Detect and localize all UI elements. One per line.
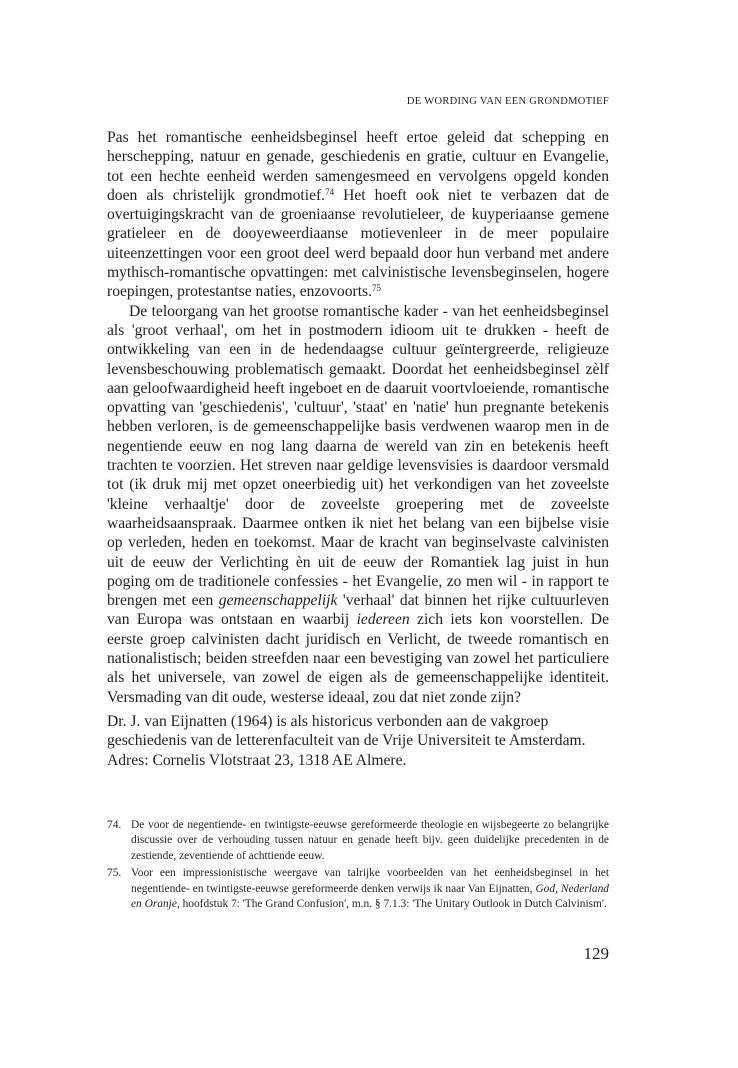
- footnote-number: 75.: [107, 867, 122, 880]
- author-bio: Dr. J. van Eijnatten (1964) is als historicus verbonden aan de vakgroep geschiedenis van de letterenfaculteit van de Vrije Universiteit te Amsterdam. Adres: Cornelis Vlotstraat 23, 1318 AE Almere.: [107, 713, 586, 769]
- paragraph-2-text-a: De teloorgang van het grootse romantische kader - van het eenheidsbeginsel als 'groot verhaal', om het in postmodern idioom uit te drukken - heeft de ontwikkeling van een in de hedendaagse cultuur geïntergreerde, religieuze levensbeschouwing problematisch gemaakt. Doordat het eenheidsbeginsel zèlf aan geloofwaardigheid heeft ingeboet en de daaruit voortvloeiende, romantische opvatting van 'geschiedenis', 'cultuur', 'staat' en 'natie' hun pregnante betekenis hebben verloren, is de gemeenschappelijke basis verdwenen waarop men in de negentiende eeuw en nog lang daarna de wereld van zin en betekenis heeft trachten te voorzien. Het streven naar geldige levensvisies is daardoor versmald tot (ik druk mij met opzet oneerbiedig uit) het verkondigen van het zoveelste 'kleine verhaaltje' door de zoveelste groepering met de zoveelste waarheidsaanspraak. Daarmee ontken ik niet het belang van een bijbelse visie op verleden, heden en toekomst. Maar de kracht van beginselvaste calvinisten uit de eeuw der Verlichting èn uit de eeuw der Romantiek lag juist in hun poging om de traditionele confessies - het Evangelie, zo men wil - in rapport te brengen met een: [107, 302, 609, 610]
- footnote-ref-74: 74: [325, 186, 335, 197]
- paragraph-1: [107, 128, 609, 302]
- paragraph-2-text-b: 'verhaal' dat binnen het rijke cultuurleven van Europa was ontstaan en waarbij: [107, 592, 609, 629]
- paragraph-1-text-b: Het hoeft ook niet te verbazen dat de overtuigingskracht van de groeniaanse revolutieleer, de kuyperiaanse gemene gratieleer en de dooyeweerdiaanse motievenleer in de meer populaire uiteenzettingen voor een groot deel werd bepaald door hun verband met andere mythisch-romantische opvattingen: met calvinistische levensbeginselen, hogere roepingen, protestantse naties, enzovoorts.: [107, 186, 609, 301]
- footnote-text: [131, 866, 609, 912]
- emphasis-iedereen: iedereen: [356, 611, 410, 629]
- footnote-number: 74.: [107, 819, 122, 831]
- footnote-text-b: , hoofdstuk 7: 'The Grand Confusion', m.n. § 7.1.3: 'The Unitary Outlook in Dutch Calvinism'.: [176, 898, 607, 911]
- footnote-ref-75: 75: [372, 283, 382, 294]
- footnote-text: De voor de negentiende- en twintigste-eeuwse gereformeerde theologie en wijsbegeerte zo belangrijke discussie over de verhouding tussen natuur en genade heeft bijv. geen duidelijke precedenten in de zestiende, zeventiende of achttiende eeuw.: [131, 819, 609, 862]
- footnotes: [107, 818, 609, 914]
- emphasis-gemeenschappelijk: gemeenschappelijk: [218, 592, 338, 610]
- footnote-74: [107, 818, 609, 864]
- footnote-book-title: God, Nederland en Oranje: [131, 882, 609, 911]
- footnote-75: [107, 866, 609, 912]
- paragraph-2-text-c: zich iets kon voorstellen. De eerste groep calvinisten dacht juridisch en Verlicht, de tweede romantisch en nationalistisch; beiden streefden naar een bevestiging van zowel het particuliere als het universele, van zowel de eigen als de gemeenschappelijke identiteit. Versmading van dit oude, westerse ideaal, zou dat niet zonde zijn?: [107, 611, 609, 706]
- page-number: 129: [583, 944, 609, 963]
- footnote-text-a: Voor een impressionistische weergave van talrijke voorbeelden van het eenheidsbeginsel in het negentiende- en twintigste-eeuwse gereformeerde denken verwijs ik naar Van Eijnatten,: [131, 867, 609, 895]
- paragraph-1-text-a: Pas het romantische eenheidsbeginsel heeft ertoe geleid dat schepping en herschepping, natuur en genade, geschiedenis en gratie, cultuur en Evangelie, tot een hechte eenheid werden samengesmeed en vervolgens opgeld konden doen als christelijk grondmotief.: [107, 129, 609, 204]
- body-text: [107, 128, 609, 707]
- running-head: DE WORDING VAN EEN GRONDMOTIEF: [406, 96, 609, 107]
- paragraph-2: [107, 302, 609, 707]
